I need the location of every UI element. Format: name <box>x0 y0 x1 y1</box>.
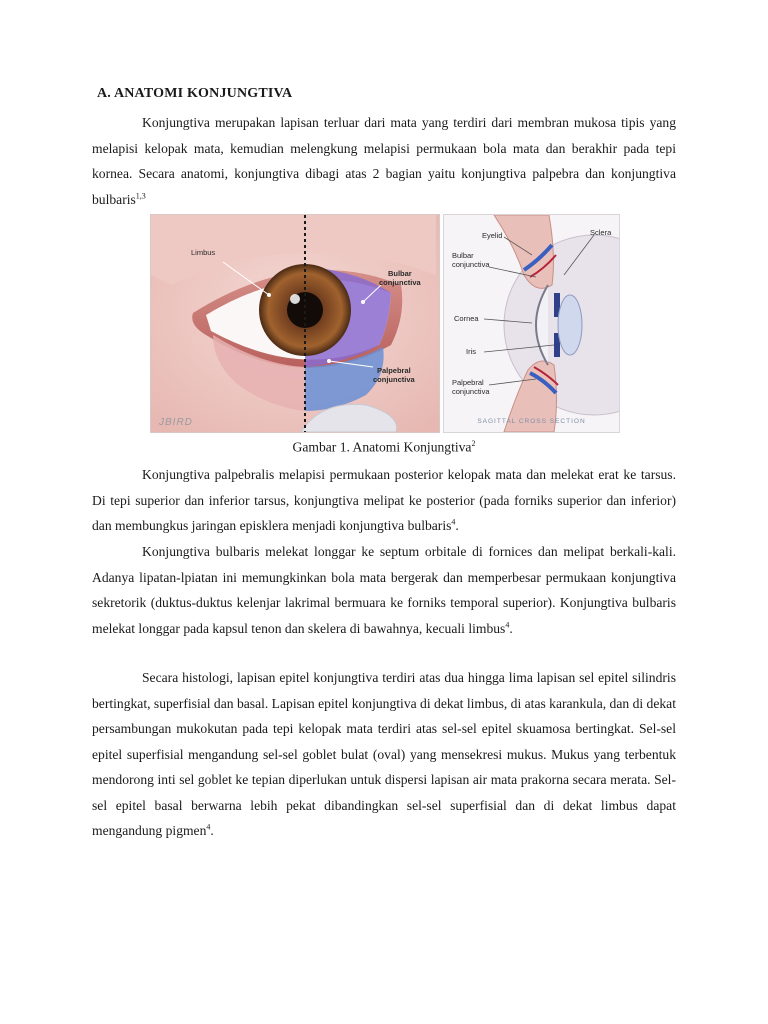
paragraph-histology <box>92 665 676 844</box>
label-limbus: Limbus <box>191 248 216 257</box>
paragraph-intro <box>92 110 676 212</box>
label-iris: Iris <box>466 347 476 356</box>
paragraph-text: Konjungtiva merupakan lapisan terluar dari mata yang terdiri dari membran mukosa tipis yang melapisi kelopak mata, kemudian melengkung melapisi permukaan bola mata dan berakhir pada tepi kornea. Secara anatomi, konjungtiva dibagi atas 2 bagian yaitu konjungtiva palpebra dan konjungtiva bulbaris <box>92 115 676 207</box>
section-title: SAGITTAL CROSS SECTION <box>477 418 586 425</box>
label-palpebral-conjunctiva-section: Palpebral conjunctiva <box>452 378 490 396</box>
label-eyelid: Eyelid <box>482 231 503 240</box>
section-heading: A. ANATOMI KONJUNGTIVA <box>97 86 293 101</box>
reference-superscript: 4 <box>451 517 456 527</box>
label-cornea: Cornea <box>454 314 479 323</box>
paragraph-palpebral <box>92 462 676 539</box>
label-bulbar-conjunctiva: Bulbar conjunctiva <box>379 269 421 287</box>
artist-signature: JBIRD <box>159 417 193 428</box>
reference-superscript: 4 <box>505 619 510 629</box>
paragraph-end: . <box>455 518 459 533</box>
paragraph-bulbar <box>92 539 676 641</box>
reference-superscript: 1,3 <box>135 190 146 200</box>
caption-text: Gambar 1. Anatomi Konjungtiva <box>292 439 472 455</box>
label-palpebral-conjunctiva: Palpebral conjunctiva <box>373 366 415 384</box>
label-bulbar-conjunctiva-section: Bulbar conjunctiva <box>452 251 490 269</box>
eye-front-illustration <box>150 214 440 433</box>
reference-superscript: 4 <box>206 822 211 832</box>
sagittal-drawing <box>444 215 619 432</box>
paragraph-end: . <box>509 620 513 636</box>
caption-reference: 2 <box>471 439 476 448</box>
paragraph-end: . <box>210 823 214 838</box>
sagittal-section-illustration <box>443 214 620 433</box>
paragraph-text: Secara histologi, lapisan epitel konjungtiva terdiri atas dua hingga lima lapisan sel epitel silindris bertingkat, superfisial dan basal. Lapisan epitel konjungtiva di dekat limbus, di atas karankula, dan di dekat persambungan mukokutan pada tepi kelopak mata terdiri atas sel-sel epitel skuamosa bertingkat. Sel-sel epitel superfisial mengandung sel-sel goblet bulat (oval) yang mensekresi mukus. Mukus yang terbentuk mendorong inti sel goblet ke tepian diperlukan untuk dispersi lapisan air mata prakorna secara merata. Sel-sel epitel basal berwarna lebih pekat dibandingkan sel-sel superfisial dan di dekat limbus dapat mengandung pigmen <box>92 670 676 838</box>
figure-caption <box>0 439 768 456</box>
paragraph-text: Konjungtiva palpebralis melapisi permukaan posterior kelopak mata dan melekat erat ke tarsus. Di tepi superior dan inferior tarsus, konjungtiva melipat ke posterior (pada forniks superior dan inferior) dan membungkus jaringan episklera menjadi konjungtiva bulbaris <box>92 467 676 533</box>
label-sclera: Sclera <box>590 228 612 237</box>
paragraph-text: Konjungtiva bulbaris melekat longgar ke septum orbitale di fornices dan melipat berkali-kali. Adanya lipatan-lpiatan ini memungkinkan bola mata bergerak dan memperbesar permukaan konjungtiva sekretorik (duktus-duktus kelenjar lakrimal bermuara ke forniks temporal superior). Konjungtiva bulbaris melekat longgar pada kapsul tenon dan skelera di bawahnya, kecuali limbus <box>92 544 676 636</box>
